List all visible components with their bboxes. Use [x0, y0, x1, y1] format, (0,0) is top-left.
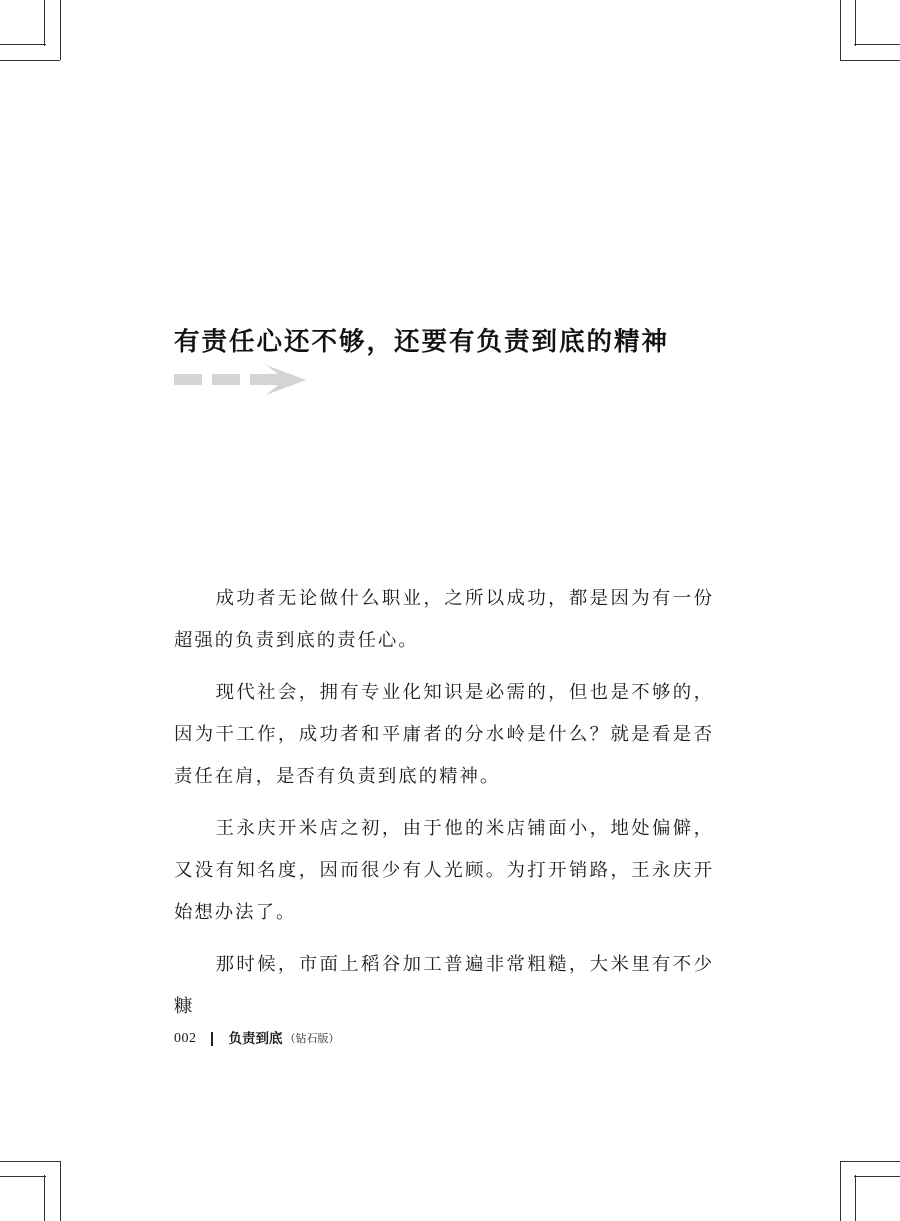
paragraph: 王永庆开米店之初，由于他的米店铺面小，地处偏僻，又没有知名度，因而很少有人光顾。为打开销路，王永庆开始想办法了。	[174, 818, 714, 923]
crop-mark-top-left-inner-vertical	[44, 0, 45, 46]
edition-label: （钻石版）	[284, 1032, 340, 1045]
crop-mark-top-right-inner-horizontal	[840, 60, 900, 61]
crop-mark-top-left-vertical	[60, 0, 61, 60]
crop-mark-bottom-right-inner-vertical	[855, 1175, 856, 1221]
page-footer	[174, 1027, 340, 1051]
footer-divider	[211, 1032, 213, 1046]
chapter-title: 有责任心还不够，还要有负责到底的精神	[174, 327, 670, 357]
arrow-dash-1	[174, 374, 202, 385]
crop-mark-bottom-left-vertical	[60, 1161, 61, 1221]
paragraph: 现代社会，拥有专业化知识是必需的，但也是不够的，因为干工作，成功者和平庸者的分水岭是什么？就是看是否责任在肩，是否有负责到底的精神。	[174, 682, 714, 787]
arrow-dash-2	[212, 374, 240, 385]
crop-mark-bottom-right-horizontal	[854, 1176, 900, 1177]
crop-mark-bottom-right-vertical	[840, 1161, 841, 1221]
crop-mark-bottom-right-inner-horizontal	[840, 1161, 900, 1162]
crop-mark-top-right-horizontal	[854, 44, 900, 45]
crop-mark-top-left-horizontal	[0, 44, 46, 45]
crop-mark-top-left-inner-horizontal	[0, 60, 60, 61]
page-number: 002	[174, 1031, 197, 1046]
crop-mark-bottom-left-inner-vertical	[44, 1175, 45, 1221]
crop-mark-top-right-inner-vertical	[855, 0, 856, 46]
paragraph: 那时候，市面上稻谷加工普遍非常粗糙，大米里有不少糠	[174, 954, 714, 1017]
crop-mark-bottom-left-inner-horizontal	[0, 1161, 60, 1162]
crop-mark-bottom-left-horizontal	[0, 1176, 46, 1177]
body-text	[174, 578, 714, 1038]
arrow-head	[250, 365, 306, 395]
crop-mark-top-right-vertical	[840, 0, 841, 60]
dashed-arrow-icon	[174, 365, 306, 395]
paragraph: 成功者无论做什么职业，之所以成功，都是因为有一份超强的负责到底的责任心。	[174, 588, 714, 651]
book-title: 负责到底	[228, 1031, 283, 1047]
